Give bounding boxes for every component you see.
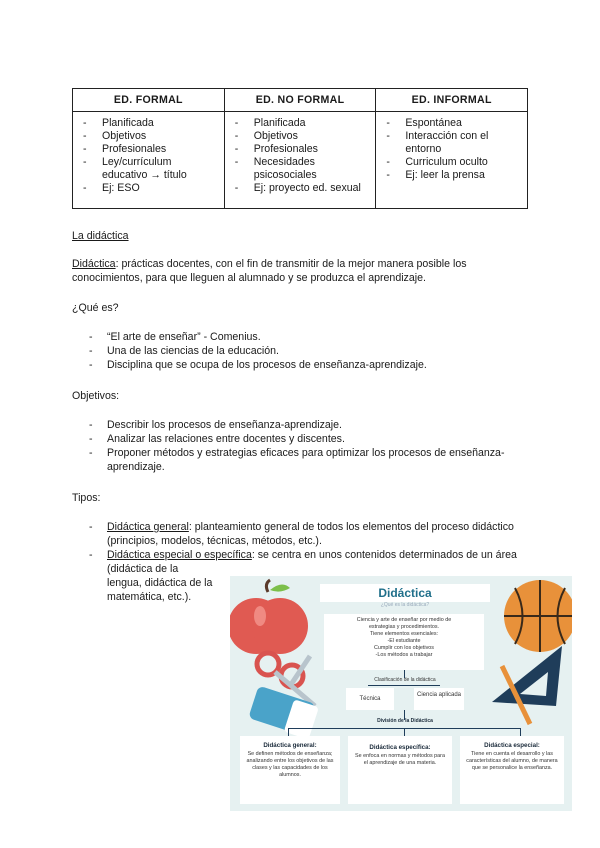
que-es-list — [72, 330, 528, 372]
list-item: - Objetivos — [83, 130, 220, 143]
list-item: - Interacción con el entorno — [386, 130, 523, 156]
cell-informal — [376, 112, 528, 209]
general-title: Didáctica general: — [263, 742, 317, 749]
tipos-list — [72, 520, 528, 576]
especifica-box — [348, 736, 452, 804]
list-item: - Disciplina que se ocupa de los procesos de enseñanza-aprendizaje. — [72, 358, 528, 372]
connector-line — [368, 685, 440, 686]
tipos-heading: Tipos: — [72, 492, 101, 504]
definition-line: -El estudiante — [387, 638, 421, 644]
division-label: División de la Didáctica — [377, 718, 433, 724]
general-text: : planteamiento general de todos los elementos del proceso didáctico (principios, modelos, técnicas, métodos, etc.). — [107, 521, 514, 547]
list-item: - Profesionales — [235, 143, 372, 156]
especial-title: Didáctica especial: — [484, 742, 540, 749]
especifica-text: Se enfoca en normas y métodos para el aprendizaje de una materia. — [355, 753, 445, 766]
ciencia-aplicada-box: Ciencia aplicada — [414, 688, 464, 710]
list-item: - Objetivos — [235, 130, 372, 143]
list-item: - Ley/currículum educativo → título — [83, 156, 220, 182]
eraser-icon — [248, 686, 319, 740]
section-title: La didáctica — [72, 230, 129, 242]
especial-text: Tiene en cuenta el desarrollo y las características del alumno, de manera que se personalice la enseñanza. — [466, 751, 558, 771]
definition-line: Ciencia y arte de enseñar por medio de — [356, 617, 452, 623]
header-formal: ED. FORMAL — [73, 89, 225, 112]
especial-box — [460, 736, 564, 804]
list-item: - Ej: leer la prensa — [386, 169, 523, 182]
list-item — [72, 520, 528, 548]
set-square-icon — [492, 646, 562, 724]
connector-line — [404, 728, 405, 736]
classification-label: Clasificación de la didáctica — [374, 677, 436, 683]
list-item: - Ej: proyecto ed. sexual — [235, 182, 372, 195]
list-item: - Espontánea — [386, 117, 523, 130]
especial-term: Didáctica especial o específica — [107, 549, 252, 561]
cell-no-formal — [224, 112, 376, 209]
tecnica-box: Técnica — [346, 688, 394, 710]
que-es-heading: ¿Qué es? — [72, 302, 119, 314]
definition-text: : prácticas docentes, con el fin de transmitir de la mejor manera posible los conocimientos, para que lleguen al alumnado y se produzca el aprendizaje. — [72, 258, 467, 284]
list-item: - Ej: ESO — [83, 182, 220, 195]
education-types-table — [72, 88, 528, 209]
objetivos-heading: Objetivos: — [72, 390, 120, 402]
list-item: - Describir los procesos de enseñanza-aprendizaje. — [72, 418, 528, 432]
objetivos-list — [72, 418, 528, 474]
list-item: - Una de las ciencias de la educación. — [72, 344, 528, 358]
cell-formal — [73, 112, 225, 209]
definition-term: Didáctica — [72, 258, 116, 270]
didactica-infographic — [230, 576, 572, 811]
connector-line — [288, 728, 289, 736]
list-item: - Necesidades psicosociales — [235, 156, 372, 182]
apple-icon — [230, 580, 308, 654]
general-text: Se definen métodos de enseñanza; analizando entre los objetivos de las clases y las capacidades de los alumnos. — [246, 751, 334, 778]
definition-line: estrategias y procedimientos. — [368, 624, 440, 630]
general-box — [240, 736, 340, 804]
definition-line: Cumplir con los objetivos — [374, 645, 434, 651]
definition-paragraph — [72, 257, 528, 285]
list-item: - “El arte de enseñar” - Comenius. — [72, 330, 528, 344]
list-item: - Profesionales — [83, 143, 220, 156]
connector-line — [520, 728, 521, 736]
list-item: - Analizar las relaciones entre docentes y discentes. — [72, 432, 528, 446]
especifica-title: Didáctica específica: — [369, 744, 431, 751]
header-no-formal: ED. NO FORMAL — [224, 89, 376, 112]
especial-text-line-3: matemática, etc.). — [107, 591, 192, 603]
general-term: Didáctica general — [107, 521, 189, 533]
list-item: - Planificada — [235, 117, 372, 130]
list-item: - Proponer métodos y estrategias eficaces para optimizar los procesos de enseñanza-aprendizaje. — [72, 446, 528, 474]
especial-text: : se centra en unos contenidos determinados de un área (didáctica de la — [107, 549, 517, 575]
list-item: - Planificada — [83, 117, 220, 130]
definition-line: Tiene elementos esenciales: — [369, 631, 439, 637]
header-informal: ED. INFORMAL — [376, 89, 528, 112]
list-item — [72, 548, 528, 576]
infographic-subtitle: ¿Qué es la didáctica? — [380, 602, 430, 608]
list-item: - Curriculum oculto — [386, 156, 523, 169]
definition-box — [324, 614, 484, 670]
infographic-title: Didáctica — [320, 584, 490, 602]
definition-line: -Los métodos a trabajar — [375, 652, 433, 658]
basketball-icon — [504, 580, 572, 652]
especial-text-line-2: lengua, didáctica de la — [107, 577, 213, 589]
